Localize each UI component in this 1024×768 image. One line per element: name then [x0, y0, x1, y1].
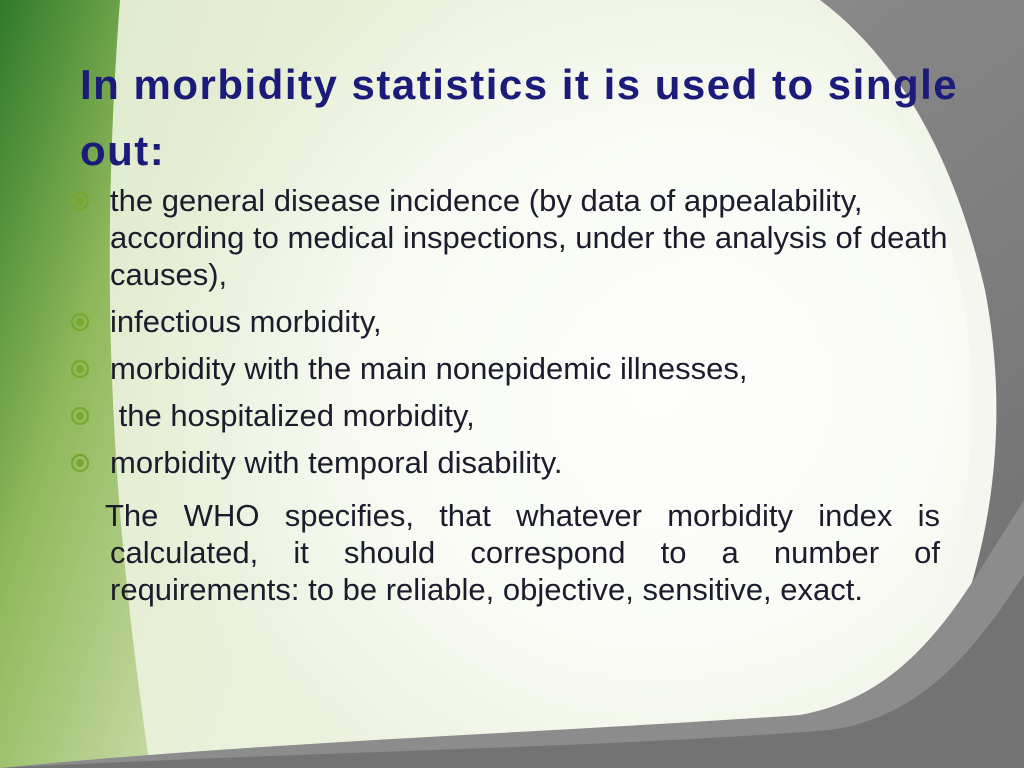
bullet-item [70, 397, 950, 434]
circled-dot-icon [70, 453, 90, 473]
bullet-item [70, 182, 950, 293]
circled-dot-icon [70, 312, 90, 332]
bullet-text: the general disease incidence (by data of appealability, according to medical inspections, under the analysis of death causes), [110, 183, 948, 292]
bullet-item [70, 303, 950, 340]
bullet-text: morbidity with the main nonepidemic illnesses, [110, 351, 748, 386]
bullet-item [70, 350, 950, 387]
bullet-text: infectious morbidity, [110, 304, 382, 339]
slide-title: In morbidity statistics it is used to single out: [80, 61, 959, 174]
circled-dot-icon [70, 191, 90, 211]
circled-dot-icon [70, 406, 90, 426]
bullet-text: morbidity with temporal disability. [110, 445, 563, 480]
who-note-paragraph: The WHO specifies, that whatever morbidity index is calculated, it should correspond to a number of requirements: to be reliable, objective, sensitive, exact. [105, 498, 940, 607]
bullet-list [70, 182, 950, 491]
circled-dot-icon [70, 359, 90, 379]
bullet-item [70, 444, 950, 481]
bullet-text: the hospitalized morbidity, [110, 398, 475, 433]
